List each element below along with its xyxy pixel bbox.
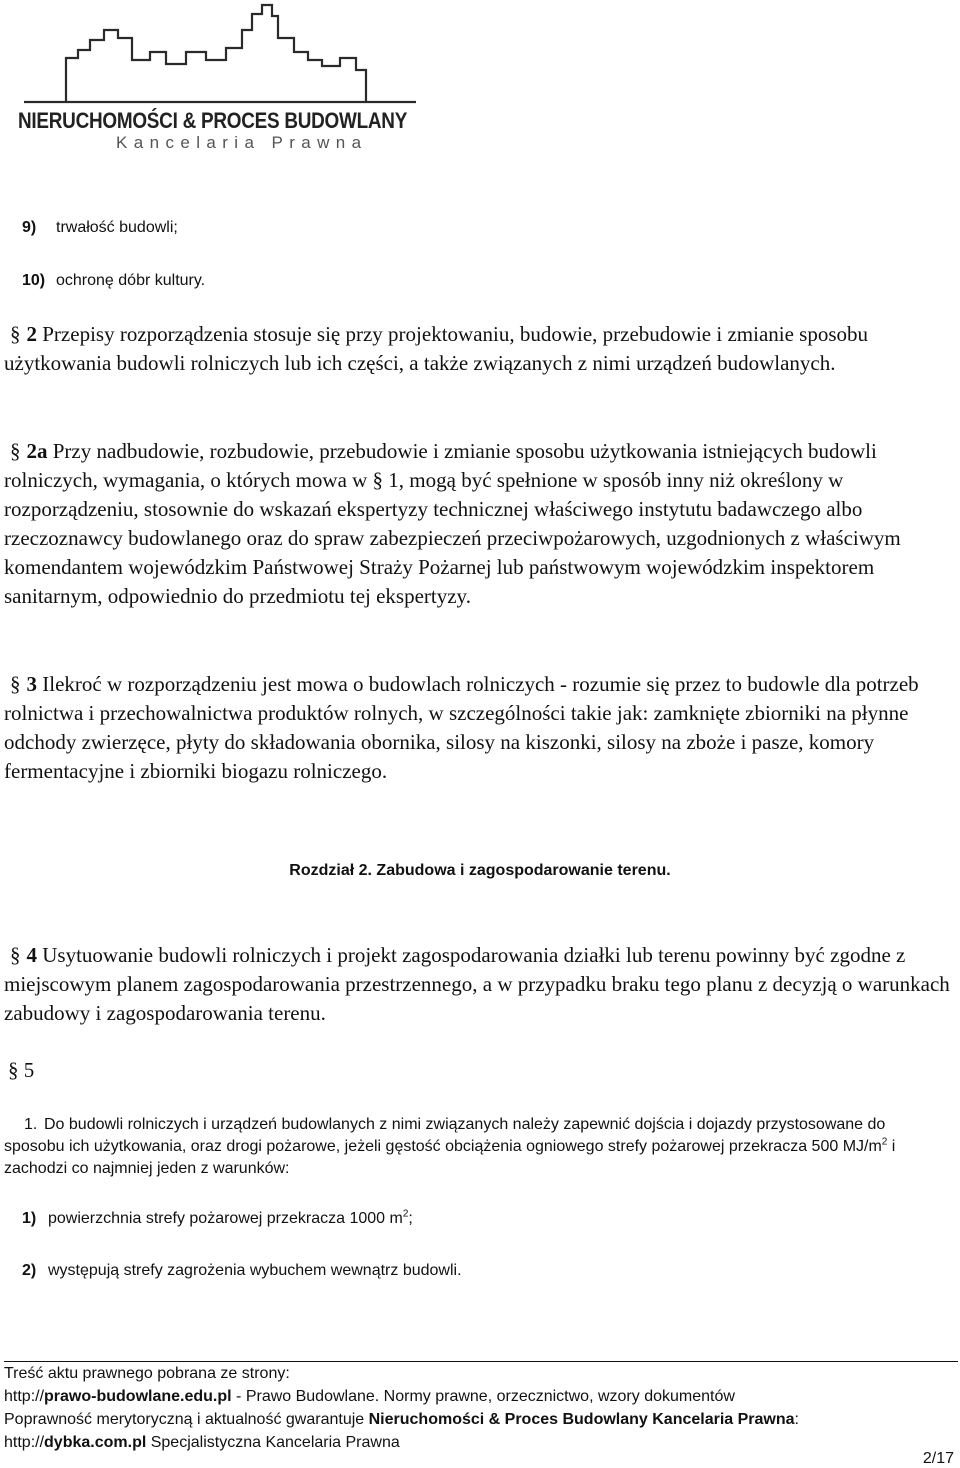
skyline-logo-icon: [10, 0, 430, 105]
section-number: 5: [23, 1058, 35, 1082]
paragraph-section-2a: [4, 437, 956, 611]
section-text: Ilekroć w rozporządzeniu jest mowa o budowlach rolniczych - rozumie się przez to budowle dla potrzeb rolnictwa i przechowalnictwa produktów rolnych, w szczególności takie jak: zamknięte zbiorniki na płynne odchody zwierzęce, płyty do składowania obornika, silosy na kiszonki, silosy na zboże i pasze, komory fermentacyjne i zbiorniki biogazu rolniczego.: [4, 672, 919, 783]
list-item: [22, 272, 205, 290]
footer-firm-description: Specjalistyczna Kancelaria Prawna: [146, 1434, 400, 1451]
logo-title: NIERUCHOMOŚCI & PROCES BUDOWLANY: [18, 108, 408, 133]
footer-site-description: - Prawo Budowlane. Normy prawne, orzecznictwo, wzory dokumentów: [231, 1388, 735, 1405]
list-item-number: 1): [22, 1210, 37, 1227]
list-item-text: trwałość budowli;: [56, 219, 178, 236]
list-item-number: 10): [22, 272, 46, 289]
logo-subtitle: Kancelaria Prawna: [116, 133, 368, 152]
list-item-text: występują strefy zagrożenia wybuchem wewnątrz budowli.: [48, 1262, 462, 1279]
superscript: 2: [402, 1208, 409, 1220]
footer-site-link[interactable]: prawo-budowlane.edu.pl: [44, 1388, 232, 1405]
list-item: [22, 219, 178, 237]
footer: [4, 1362, 958, 1454]
page-number: 2/17: [922, 1450, 954, 1467]
list-item: [22, 1262, 462, 1280]
paragraph-section-4: [4, 941, 956, 1028]
section-number: 3: [26, 672, 37, 696]
footer-line-3: [4, 1408, 958, 1431]
paragraph-section-3: [4, 670, 956, 786]
paragraph-text: Do budowli rolniczych i urządzeń budowlanych z nimi związanych należy zapewnić dojścia i dojazdy przystosowane do sposobu ich użytkowania, oraz drogi pożarowe, jeżeli gęstość obciążenia ogniowego strefy pożarowej przekracza 500 MJ/m: [4, 1116, 886, 1155]
superscript: 2: [881, 1136, 888, 1148]
footer-url-prefix: http://: [4, 1388, 45, 1405]
section-5-heading: [8, 1058, 34, 1083]
footer-guarantee-text: Poprawność merytoryczną i aktualność gwarantuje: [4, 1411, 369, 1428]
section-5-paragraph-1: [4, 1114, 934, 1180]
section-symbol: §: [10, 322, 21, 346]
paragraph-section-2: [4, 320, 956, 378]
list-item-text: ochronę dóbr kultury.: [56, 272, 206, 289]
list-item: [22, 1210, 413, 1228]
footer-firm-link[interactable]: dybka.com.pl: [44, 1434, 147, 1451]
section-symbol: §: [10, 672, 21, 696]
list-item-number: 2): [22, 1262, 37, 1279]
list-item-tail: ;: [408, 1210, 413, 1227]
list-item-text: powierzchnia strefy pożarowej przekracza 1000 m: [48, 1210, 403, 1227]
footer-firm-name: Nieruchomości & Proces Budowlany Kancelaria Prawna: [368, 1411, 795, 1428]
list-item-number: 9): [22, 219, 37, 236]
logo: [10, 0, 430, 160]
section-symbol: §: [10, 439, 21, 463]
chapter-heading: Rozdział 2. Zabudowa i zagospodarowanie terenu.: [289, 862, 671, 879]
section-number: 2: [26, 322, 37, 346]
footer-url-prefix: http://: [4, 1434, 45, 1451]
paragraph-number: 1.: [24, 1116, 38, 1133]
section-text: Przy nadbudowie, rozbudowie, przebudowie i zmianie sposobu użytkowania istniejących budowli rolniczych, wymagania, o których mowa w § 1, mogą być spełnione w sposób inny niż określony w rozporządzeniu, stosownie do wskazań ekspertyzy technicznej właściwego instytutu badawczego albo rzeczoznawcy budowlanego oraz do spraw zabezpieczeń przeciwpożarowych, uzgodnionych z właściwym komendantem wojewódzkim Państwowej Straży Pożarnej lub państwowym wojewódzkim inspektorem sanitarnym, odpowiednio do przedmiotu tej ekspertyzy.: [4, 439, 901, 608]
footer-colon: :: [794, 1411, 799, 1428]
section-symbol: §: [8, 1058, 19, 1082]
section-number: 4: [26, 943, 37, 967]
section-text: Usytuowanie budowli rolniczych i projekt zagospodarowania działki lub terenu powinny być zgodne z miejscowym planem zagospodarowania przestrzennego, a w przypadku braku tego planu z decyzją o warunkach zabudowy i zagospodarowania terenu.: [4, 943, 950, 1025]
footer-line-2: [4, 1385, 958, 1408]
footer-source-label: Treść aktu prawnego pobrana ze strony:: [4, 1365, 290, 1382]
section-text: Przepisy rozporządzenia stosuje się przy projektowaniu, budowie, przebudowie i zmianie sposobu użytkowania budowli rolniczych lub ich części, a także związanych z nimi urządzeń budowlanych.: [4, 322, 869, 375]
section-symbol: §: [10, 943, 21, 967]
paragraph-text-tail: i zachodzi co najmniej jeden z warunków:: [4, 1138, 896, 1177]
section-number: 2a: [26, 439, 48, 463]
footer-line-4: [4, 1431, 958, 1454]
